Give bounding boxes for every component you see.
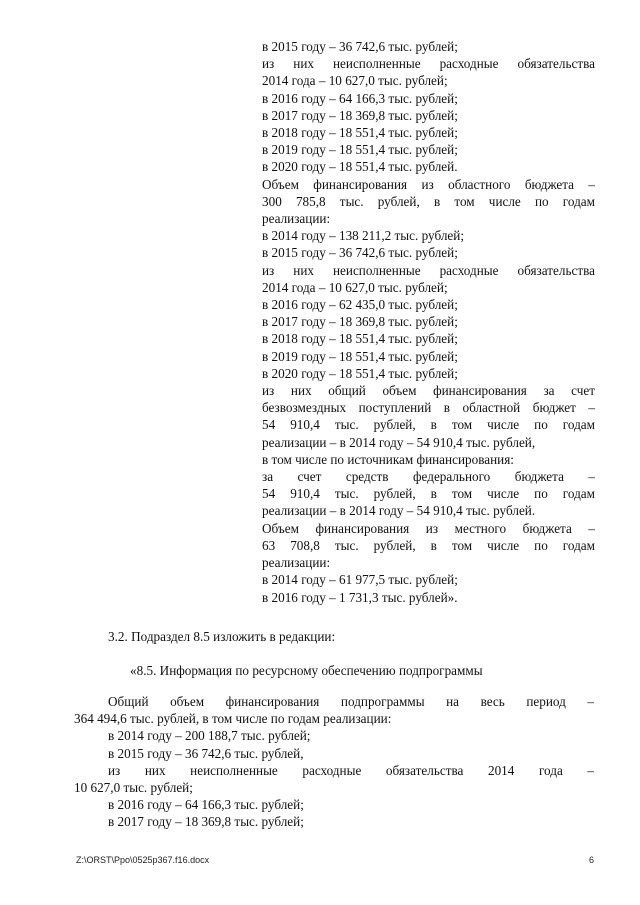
- right-column-line: 2014 года – 10 627,0 тыс. рублей;: [262, 73, 448, 89]
- right-column-line: из них общий объем финансирования за счет: [262, 383, 595, 399]
- right-column-line: реализации – в 2014 году – 54 910,4 тыс. рублей.: [262, 503, 536, 519]
- right-column-line: Объем финансирования из местного бюджета –: [262, 520, 595, 536]
- right-column-line: реализации:: [262, 211, 331, 227]
- right-column-line: в 2020 году – 18 551,4 тыс. рублей.: [262, 159, 458, 175]
- right-column-line: из них неисполненные расходные обязательства: [262, 262, 595, 278]
- right-column-line: в 2017 году – 18 369,8 тыс. рублей;: [262, 314, 458, 330]
- footer-file-path: Z:\ORST\Ppo\0525p367.f16.docx: [76, 855, 210, 865]
- footer-page-number: 6: [589, 855, 595, 865]
- right-column-line: в 2015 году – 36 742,6 тыс. рублей;: [262, 245, 458, 261]
- right-column-line: 300 785,8 тыс. рублей, в том числе по годам: [262, 193, 595, 209]
- right-column-line: в 2015 году – 36 742,6 тыс. рублей;: [262, 39, 458, 54]
- body-text-line: в 2016 году – 64 166,3 тыс. рублей;: [108, 797, 304, 813]
- body-text-line: 364 494,6 тыс. рублей, в том числе по годам реализации:: [74, 711, 392, 727]
- right-column-line: реализации – в 2014 году – 54 910,4 тыс. рублей,: [262, 434, 536, 450]
- right-column-line: безвозмездных поступлений в областной бюджет –: [262, 400, 595, 416]
- section-8-5-body: [74, 693, 594, 831]
- right-column-line: Объем финансирования из областного бюджета –: [262, 176, 595, 192]
- right-column-line: в 2016 году – 1 731,3 тыс. рублей».: [262, 589, 458, 605]
- body-text-line: в 2014 году – 200 188,7 тыс. рублей;: [108, 728, 311, 744]
- right-column-line: в 2019 году – 18 551,4 тыс. рублей;: [262, 348, 458, 364]
- body-text-line: в 2015 году – 36 742,6 тыс. рублей,: [108, 745, 304, 761]
- body-text-line: 10 627,0 тыс. рублей;: [74, 780, 193, 796]
- right-column-line: 63 708,8 тыс. рублей, в том числе по годам: [262, 537, 595, 553]
- section-3-2-text: 3.2. Подраздел 8.5 изложить в редакции:: [108, 629, 336, 644]
- body-text-line: из них неисполненные расходные обязательства 2014 года –: [108, 762, 594, 778]
- body-text-line: Общий объем финансирования подпрограммы на весь период –: [108, 694, 594, 709]
- right-column-line: в 2019 году – 18 551,4 тыс. рублей;: [262, 142, 458, 158]
- right-column-line: в том числе по источникам финансирования:: [262, 451, 514, 467]
- right-column-line: в 2014 году – 61 977,5 тыс. рублей;: [262, 572, 458, 588]
- right-column-line: 54 910,4 тыс. рублей, в том числе по годам: [262, 417, 595, 433]
- right-column-line: в 2016 году – 64 166,3 тыс. рублей;: [262, 90, 458, 106]
- right-column-line: в 2017 году – 18 369,8 тыс. рублей;: [262, 107, 458, 123]
- right-column-line: 2014 года – 10 627,0 тыс. рублей;: [262, 279, 448, 295]
- body-text-line: в 2017 году – 18 369,8 тыс. рублей;: [108, 814, 304, 830]
- right-column-line: в 2018 году – 18 551,4 тыс. рублей;: [262, 331, 458, 347]
- right-column-line: 54 910,4 тыс. рублей, в том числе по годам: [262, 486, 595, 502]
- resource-table-right-column: [262, 38, 595, 606]
- right-column-line: в 2020 году – 18 551,4 тыс. рублей;: [262, 365, 458, 381]
- section-8-5-heading: «8.5. Информация по ресурсному обеспечению подпрограммы: [130, 663, 483, 678]
- right-column-line: реализации:: [262, 555, 331, 571]
- right-column-line: из них неисполненные расходные обязательства: [262, 56, 595, 72]
- right-column-line: в 2018 году – 18 551,4 тыс. рублей;: [262, 125, 458, 141]
- right-column-line: в 2016 году – 62 435,0 тыс. рублей;: [262, 297, 458, 313]
- right-column-line: в 2014 году – 138 211,2 тыс. рублей;: [262, 228, 464, 244]
- right-column-line: за счет средств федерального бюджета –: [262, 469, 595, 485]
